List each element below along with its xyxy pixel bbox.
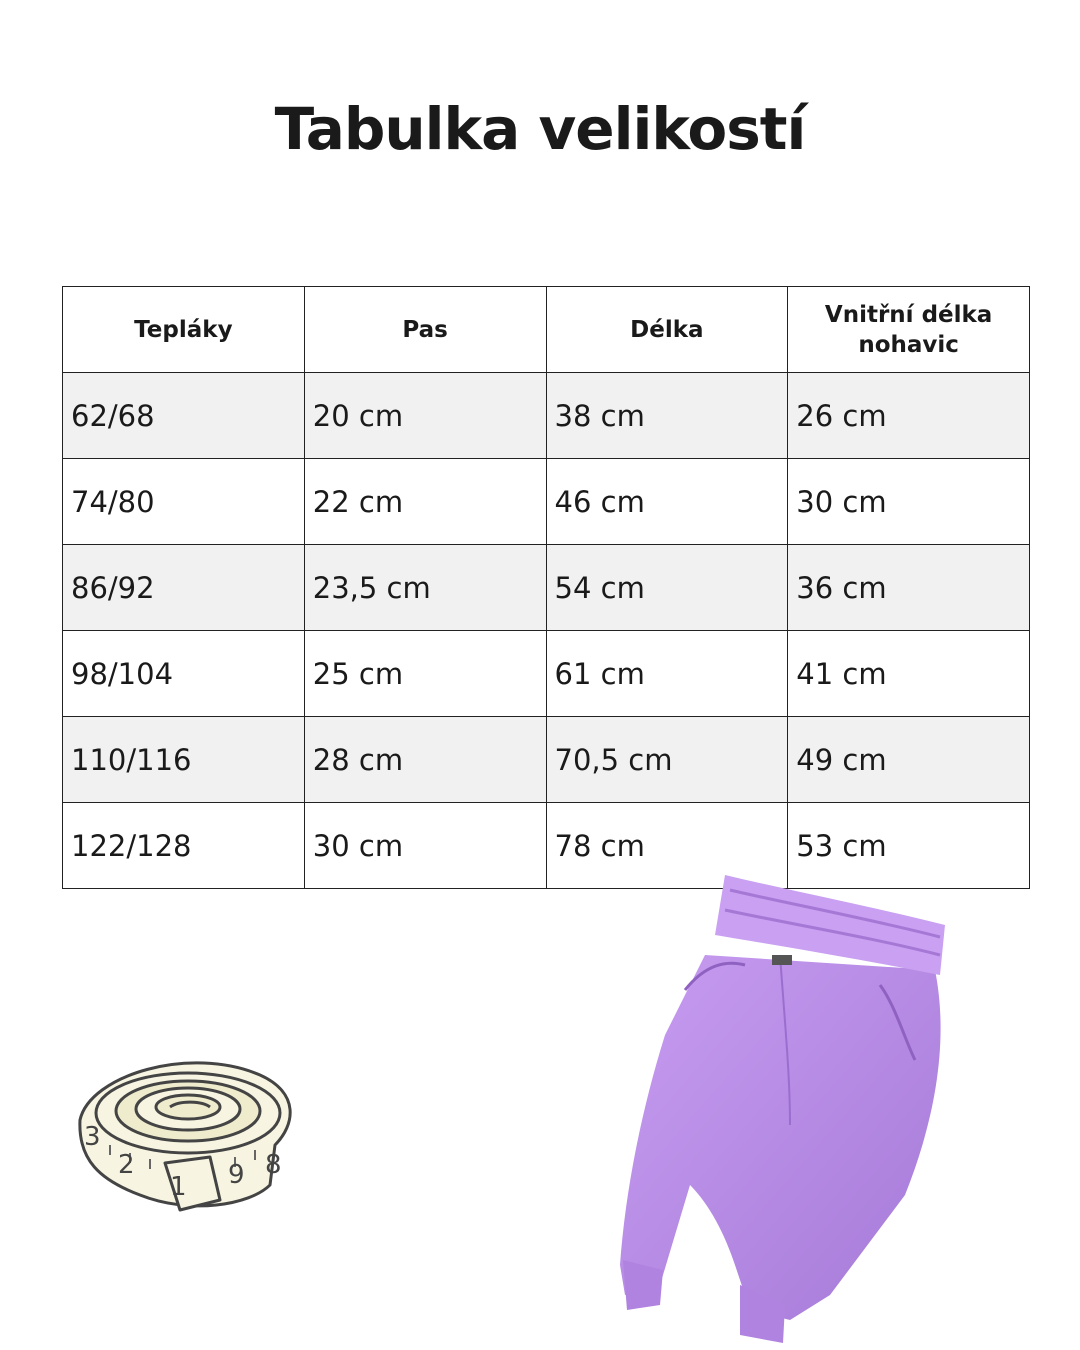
cell-inseam: 30 cm: [788, 459, 1030, 545]
cell-length: 70,5 cm: [546, 717, 788, 803]
cell-length: 54 cm: [546, 545, 788, 631]
tape-number: 1: [170, 1172, 187, 1202]
table-row: [63, 631, 1030, 717]
header-vnitrni-delka: Vnitřní délka nohavic: [788, 287, 1030, 373]
cell-waist: 30 cm: [304, 803, 546, 889]
table-row: [63, 373, 1030, 459]
table-row: [63, 545, 1030, 631]
cell-inseam: 26 cm: [788, 373, 1030, 459]
cell-waist: 22 cm: [304, 459, 546, 545]
cell-length: 38 cm: [546, 373, 788, 459]
cell-size: 74/80: [63, 459, 305, 545]
cell-size: 98/104: [63, 631, 305, 717]
tape-number: 3: [84, 1122, 101, 1152]
cell-waist: 25 cm: [304, 631, 546, 717]
cell-waist: 23,5 cm: [304, 545, 546, 631]
cell-inseam: 49 cm: [788, 717, 1030, 803]
cell-size: 62/68: [63, 373, 305, 459]
tape-number: 8: [265, 1150, 282, 1180]
header-teplaky: Tepláky: [63, 287, 305, 373]
page-title: Tabulka velikostí: [274, 95, 806, 163]
header-pas: Pas: [304, 287, 546, 373]
cell-length: 61 cm: [546, 631, 788, 717]
cell-size: 86/92: [63, 545, 305, 631]
size-table: [62, 286, 1030, 889]
cell-length: 46 cm: [546, 459, 788, 545]
tape-number: 2: [118, 1150, 135, 1180]
cell-inseam: 36 cm: [788, 545, 1030, 631]
table-row: [63, 459, 1030, 545]
cell-size: 110/116: [63, 717, 305, 803]
cell-length: 78 cm: [546, 803, 788, 889]
header-delka: Délka: [546, 287, 788, 373]
cell-waist: 20 cm: [304, 373, 546, 459]
cell-inseam: 41 cm: [788, 631, 1030, 717]
sweatpants-image: [615, 865, 960, 1350]
table-row: [63, 717, 1030, 803]
cell-inseam: 53 cm: [788, 803, 1030, 889]
cell-waist: 28 cm: [304, 717, 546, 803]
cell-size: 122/128: [63, 803, 305, 889]
measuring-tape-image: [70, 1045, 300, 1230]
table-header-row: [63, 287, 1030, 373]
tape-number: 9: [228, 1160, 245, 1190]
